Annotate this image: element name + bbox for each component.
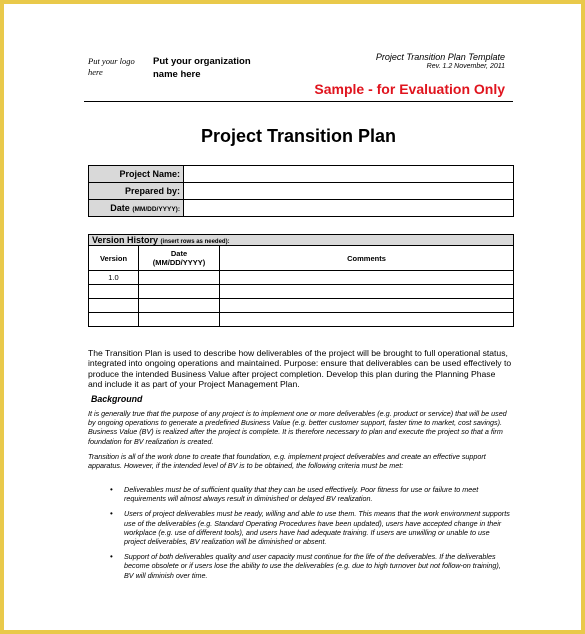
- header-divider: [84, 101, 513, 102]
- version-history-table: [88, 234, 514, 327]
- bullet-icon: •: [110, 509, 113, 519]
- logo-placeholder: Put your logo here: [88, 56, 135, 77]
- organization-name-placeholder: Put your organization name here: [153, 56, 251, 80]
- date-row: [89, 200, 514, 217]
- date-cell[interactable]: [139, 271, 220, 285]
- template-title: Project Transition Plan Template: [375, 52, 505, 62]
- project-name-field[interactable]: [184, 166, 514, 183]
- table-row: [89, 299, 514, 313]
- date-cell[interactable]: [139, 313, 220, 327]
- date-cell[interactable]: [139, 299, 220, 313]
- list-item-text: Deliverables must be of sufficient quality that they can be used effectively. Poor fitness for use or failure to meet requirements will almost always result in diminished or delayed BV realization.: [124, 485, 479, 504]
- template-revision: Rev. 1.2 November, 2011: [426, 63, 505, 70]
- list-item: [88, 509, 512, 546]
- prepared-by-field[interactable]: [184, 183, 514, 200]
- list-item: [88, 552, 512, 580]
- version-cell[interactable]: [89, 313, 139, 327]
- sample-notice: Sample - for Evaluation Only: [314, 81, 505, 97]
- intro-paragraph: The Transition Plan is used to describe how deliverables of the project will be brought to full operational status, integrated into ongoing operations and maintained. Purpose: ensure that deliverables can be used effectively to produce the intended Business Value after project completion. Develop this plan during the Planning Phase and include it as part of your Project Management Plan.: [88, 348, 512, 389]
- background-heading: Background: [91, 394, 143, 404]
- project-info-table: [88, 165, 514, 217]
- project-name-label: Project Name:: [89, 166, 184, 183]
- list-item-text: Users of project deliverables must be ready, willing and able to use them. This means that the work environment supports use of the deliverables (e.g. Standard Operating Procedures have been updated), users have accepted change in their workplace (e.g. use of different tools), and users have had adequate training. If users are unwilling or unable to use project deliverables, BV realization will be diminished or absent.: [124, 509, 510, 547]
- background-paragraph-2: Transition is all of the work done to create that foundation, e.g. implement project deliverables and create an effective support apparatus. However, if the intended level of BV is to be obtained, the following criteria must be met:: [88, 452, 486, 471]
- comments-cell[interactable]: [220, 285, 514, 299]
- prepared-by-row: [89, 183, 514, 200]
- comments-cell[interactable]: [220, 313, 514, 327]
- column-header-comments: Comments: [220, 246, 514, 271]
- date-label: Date: [110, 203, 130, 213]
- column-header-date: Date (MM/DD/YYYY): [139, 246, 220, 271]
- list-item-text: Support of both deliverables quality and user capacity must continue for the life of the deliverables. If the deliverables become obsolete or if users lose the ability to use the deliverables (e.g. due to high turnover but not follow-on training), BV will diminish over time.: [124, 552, 501, 580]
- date-field[interactable]: [184, 200, 514, 217]
- version-cell[interactable]: [89, 299, 139, 313]
- table-row: [89, 313, 514, 327]
- date-label-cell: [89, 200, 184, 217]
- prepared-by-label: Prepared by:: [89, 183, 184, 200]
- version-history-header-row: [89, 246, 514, 271]
- version-history-caption-row: [89, 235, 514, 246]
- column-header-version: Version: [89, 246, 139, 271]
- comments-cell[interactable]: [220, 299, 514, 313]
- bullet-icon: •: [110, 485, 113, 494]
- date-cell[interactable]: [139, 285, 220, 299]
- criteria-list: [88, 485, 512, 586]
- table-row: [89, 271, 514, 285]
- document-page: [4, 4, 581, 630]
- date-format-hint: (MM/DD/YYYY):: [132, 206, 180, 213]
- version-cell[interactable]: [89, 285, 139, 299]
- comments-cell[interactable]: [220, 271, 514, 285]
- table-row: [89, 285, 514, 299]
- bullet-icon: •: [110, 552, 113, 562]
- background-paragraph-1: It is generally true that the purpose of any project is to implement one or more deliverables (e.g. product or service) that will be used by ongoing operations to generate a predefined Business Value (e.g. better customer support, faster time to market, cost savings). Business Value (BV) is realized after the project is complete. It is therefore necessary to plan and execute the project so that a firm foundation for BV realization is created.: [88, 409, 507, 446]
- project-name-row: [89, 166, 514, 183]
- version-cell[interactable]: 1.0: [89, 271, 139, 285]
- page-title: Project Transition Plan: [200, 126, 397, 146]
- version-history-note: (insert rows as needed):: [160, 239, 230, 245]
- version-history-caption: [89, 235, 514, 246]
- version-history-title: Version History: [92, 235, 159, 245]
- list-item: [88, 485, 512, 503]
